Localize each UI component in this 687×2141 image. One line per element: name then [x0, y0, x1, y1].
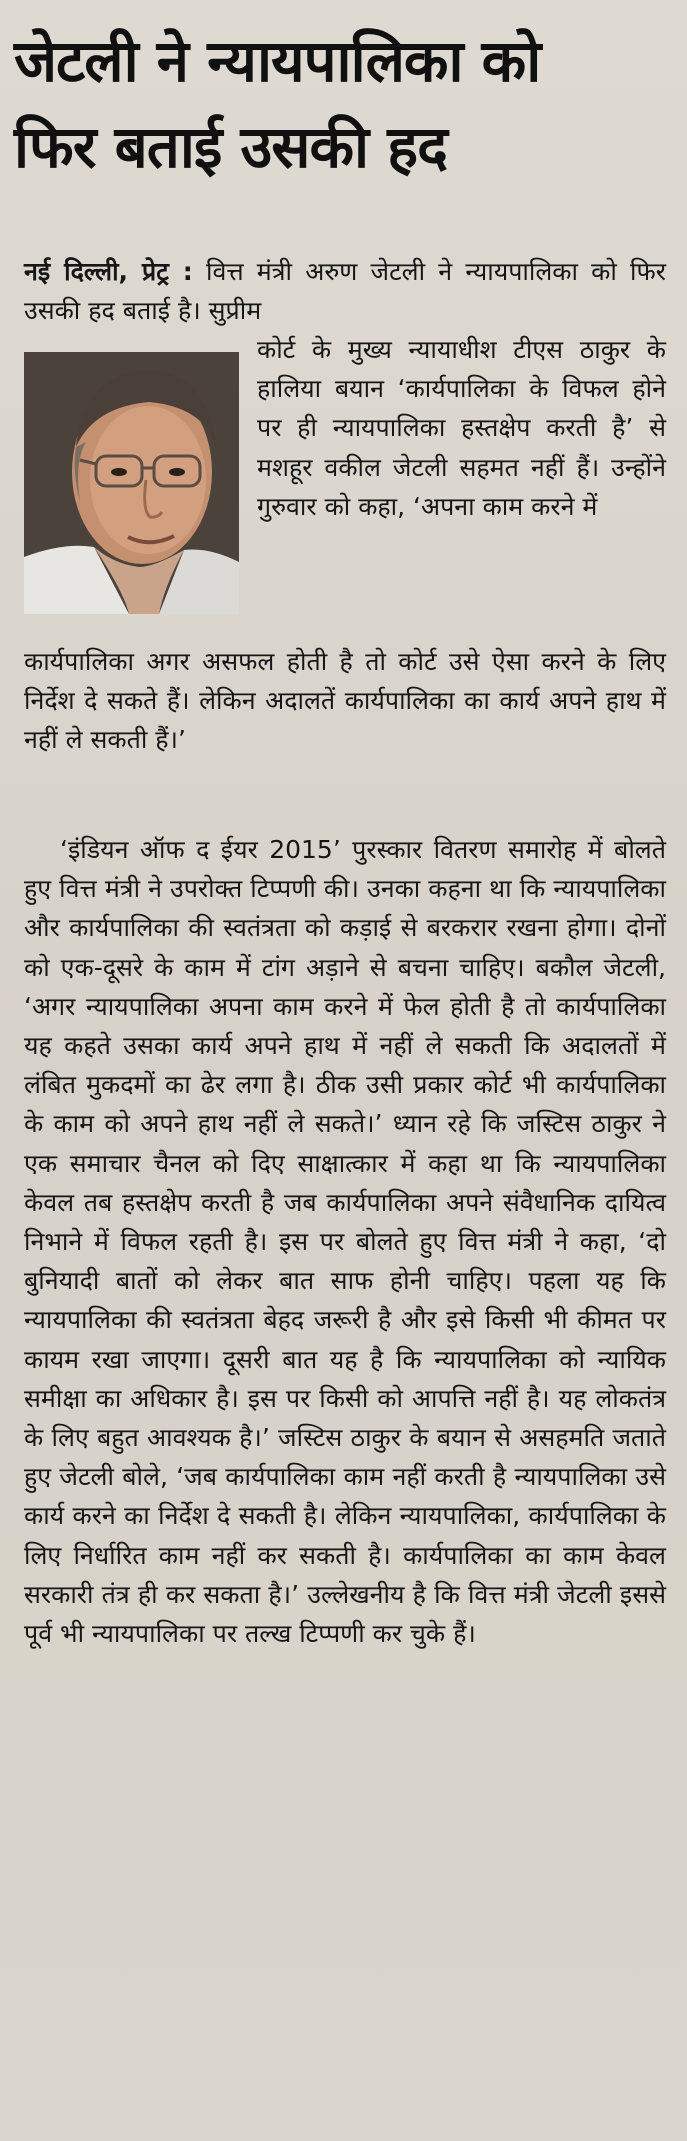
lead-intro-text: वित्त मंत्री अरुण जेटली ने न्यायपालिका को फिर उसकी हद बताई है। सुप्रीम — [24, 257, 667, 326]
lead-wrap-text: कोर्ट के मुख्य न्यायाधीश टीएस ठाकुर के हालिया बयान ‘कार्यपालिका के विफल होने पर ही न्यायपालिका हस्तक्षेप करती है’ से मशहूर वकील जेटली सहमत नहीं हैं। उन्होंने गुरुवार को कहा, ‘अपना काम करने में — [257, 335, 666, 521]
headline-line-1: जेटली ने न्यायपालिका को — [14, 27, 541, 95]
portrait-illustration — [24, 352, 239, 614]
lead-paragraph-rest: कार्यपालिका अगर असफल होती है तो कोर्ट उसे ऐसा करने के लिए निर्देश दे सकते हैं। लेकिन अदालतें कार्यपालिका का कार्य अपने हाथ में नहीं ले सकती हैं।’ — [24, 647, 666, 755]
dateline: नई दिल्ली, प्रेट्र : — [24, 257, 193, 286]
headline — [14, 18, 664, 190]
portrait-photo — [24, 352, 239, 614]
headline-line-2: फिर बताई उसकी हद — [14, 113, 447, 181]
body-paragraph-2: ‘इंडियन ऑफ द ईयर 2015’ पुरस्कार वितरण समारोह में बोलते हुए वित्त मंत्री ने उपरोक्त टिप्पणी की। उनका कहना था कि न्यायपालिका और कार्यपालिका की स्वतंत्रता को कड़ाई से बरकरार रखना होगा। दोनों को एक-दूसरे के काम में टांग अड़ाने से बचना चाहिए। बकौल जेटली, ‘अगर न्यायपालिका अपना काम करने में फेल होती है तो कार्यपालिका यह कहते उसका कार्य अपने हाथ में नहीं ले सकती कि अदालतों में लंबित मुकदमों का ढेर लगा है। ठीक उसी प्रकार कोर्ट भी कार्यपालिका के काम को अपने हाथ नहीं ले सकते।’ ध्यान रहे कि जस्टिस ठाकुर ने एक समाचार चैनल को दिए साक्षात्कार में कहा था कि न्यायपालिका केवल तब हस्तक्षेप करती है जब कार्यपालिका अपने संवैधानिक दायित्व निभाने में विफल रहती है। इस पर बोलते हुए वित्त मंत्री ने कहा, ‘दो बुनियादी बातों को लेकर बात साफ होनी चाहिए। पहला यह कि न्यायपालिका की स्वतंत्रता बेहद जरूरी है और इसे किसी भी कीमत पर कायम रखा जाएगा। दूसरी बात यह है कि न्यायपालिका को न्यायिक समीक्षा का अधिकार है। इस पर किसी को आपत्ति नहीं है। यह लोकतंत्र के लिए बहुत आवश्यक है।’ जस्टिस ठाकुर के बयान से असहमति जताते हुए जेटली बोले, ‘जब कार्यपालिका काम नहीं करती है न्यायपालिका उसे कार्य करने का निर्देश दे सकती है। लेकिन न्यायपालिका, कार्यपालिका के लिए निर्धारित काम नहीं कर सकती है। कार्यपालिका का काम केवल सरकारी तंत्र ही कर सकता है।’ उल्लेखनीय है कि वित्त मंत्री जेटली इससे पूर्व भी न्यायपालिका पर तल्ख टिप्पणी कर चुके हैं। — [24, 835, 666, 1649]
lead-paragraph-intro — [24, 252, 666, 330]
